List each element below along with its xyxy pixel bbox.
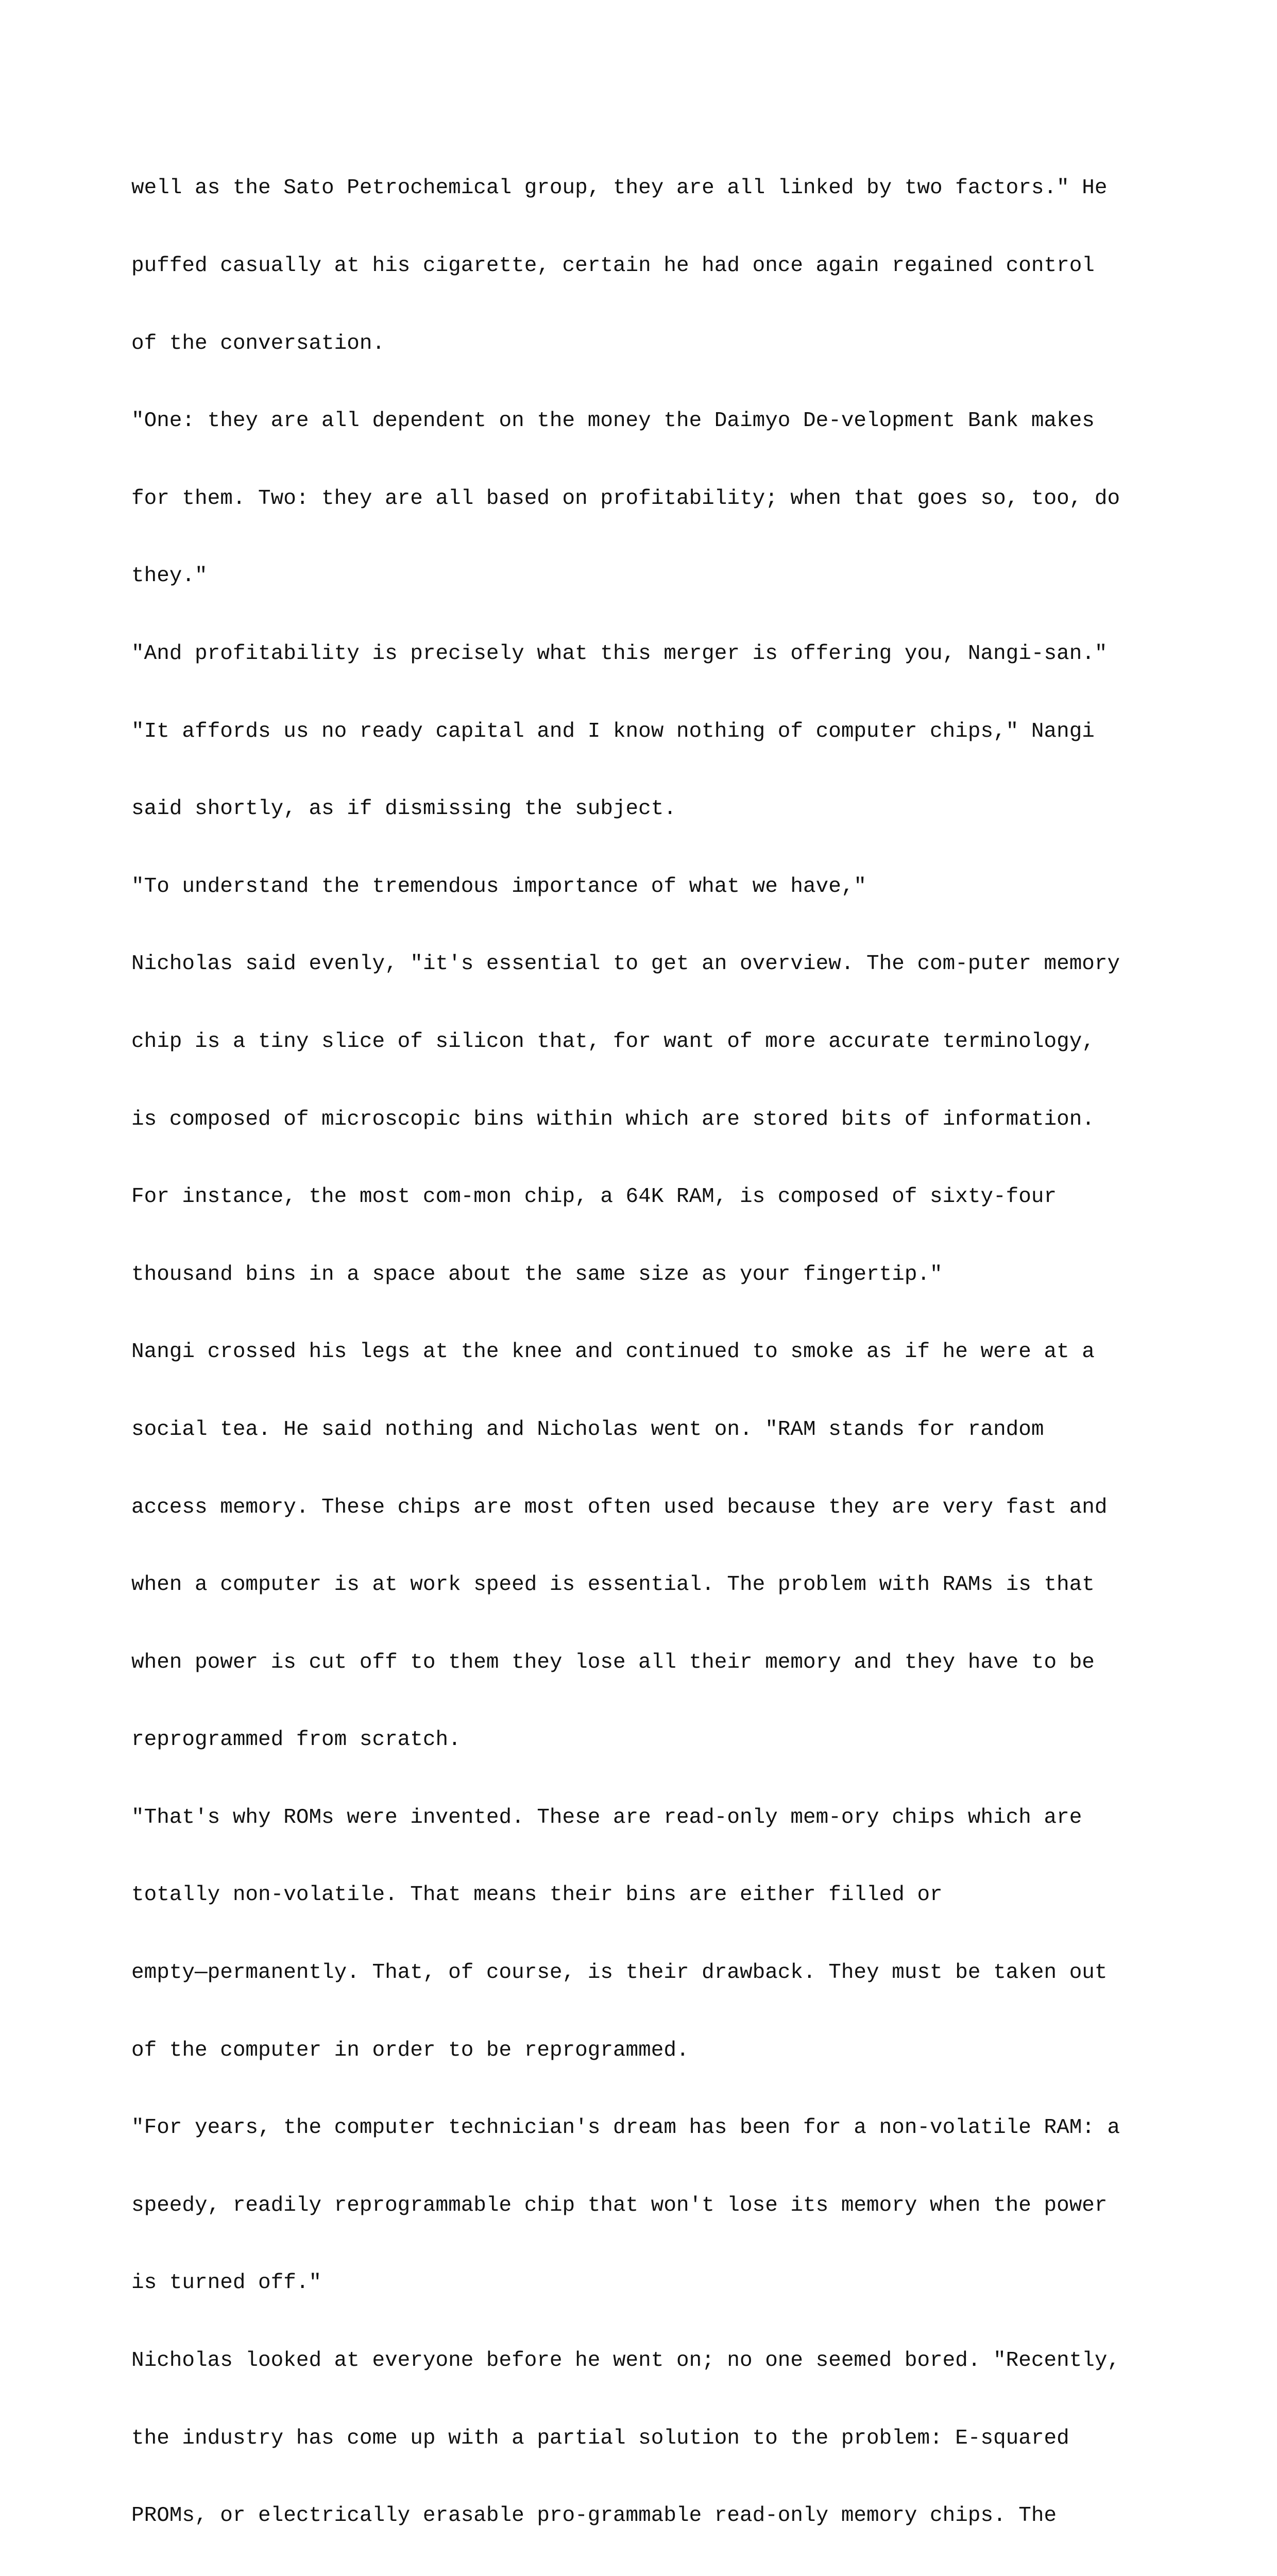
text-line: Nicholas looked at everyone before he went on; no one seemed bored. "Recently, xyxy=(131,2349,1120,2373)
text-line: is composed of microscopic bins within which are stored bits of information. xyxy=(131,1107,1095,1131)
text-line: "And profitability is precisely what this merger is offering you, Nangi-san." xyxy=(131,641,1108,666)
text-line: access memory. These chips are most often used because they are very fast and xyxy=(131,1495,1108,1519)
text-line: "To understand the tremendous importance of what we have," xyxy=(131,874,867,899)
text-line: the industry has come up with a partial solution to the problem: E-squared xyxy=(131,2426,1069,2450)
text-line: Nicholas said evenly, "it's essential to get an overview. The com-puter memory xyxy=(131,952,1120,976)
text-line: social tea. He said nothing and Nicholas went on. "RAM stands for random xyxy=(131,1417,1044,1442)
text-line: PROMs, or electrically erasable pro-grammable read-only memory chips. The xyxy=(131,2504,1057,2528)
body-text xyxy=(131,124,1203,2576)
text-line: speedy, readily reprogrammable chip that won't lose its memory when the power xyxy=(131,2193,1108,2217)
text-line: "That's why ROMs were invented. These are read-only mem-ory chips which are xyxy=(131,1805,1082,1829)
text-line: For instance, the most com-mon chip, a 64K RAM, is composed of sixty-four xyxy=(131,1185,1057,1209)
text-line: reprogrammed from scratch. xyxy=(131,1728,461,1752)
text-line: "One: they are all dependent on the money the Daimyo De-velopment Bank makes xyxy=(131,409,1095,433)
text-line: when a computer is at work speed is essential. The problem with RAMs is that xyxy=(131,1573,1095,1597)
text-line: they." xyxy=(131,564,208,588)
text-line: of the computer in order to be reprogrammed. xyxy=(131,2038,689,2062)
text-line: "It affords us no ready capital and I know nothing of computer chips," Nangi xyxy=(131,719,1095,743)
text-line: totally non-volatile. That means their bins are either filled or xyxy=(131,1883,943,1907)
text-line: when power is cut off to them they lose all their memory and they have to be xyxy=(131,1650,1095,1674)
text-line: of the conversation. xyxy=(131,331,385,355)
text-line: puffed casually at his cigarette, certain he had once again regained control xyxy=(131,254,1095,278)
text-line: well as the Sato Petrochemical group, they are all linked by two factors." He xyxy=(131,176,1108,200)
text-line: empty—permanently. That, of course, is their drawback. They must be taken out xyxy=(131,1961,1108,1985)
text-line: chip is a tiny slice of silicon that, for want of more accurate terminology, xyxy=(131,1029,1095,1054)
text-line: "For years, the computer technician's dream has been for a non-volatile RAM: a xyxy=(131,2116,1120,2140)
text-line: is turned off." xyxy=(131,2271,322,2295)
text-line: Nangi crossed his legs at the knee and continued to smoke as if he were at a xyxy=(131,1340,1095,1364)
text-line: for them. Two: they are all based on profitability; when that goes so, too, do xyxy=(131,486,1120,511)
text-line: thousand bins in a space about the same size as your fingertip." xyxy=(131,1262,943,1286)
text-line: said shortly, as if dismissing the subject. xyxy=(131,797,676,821)
